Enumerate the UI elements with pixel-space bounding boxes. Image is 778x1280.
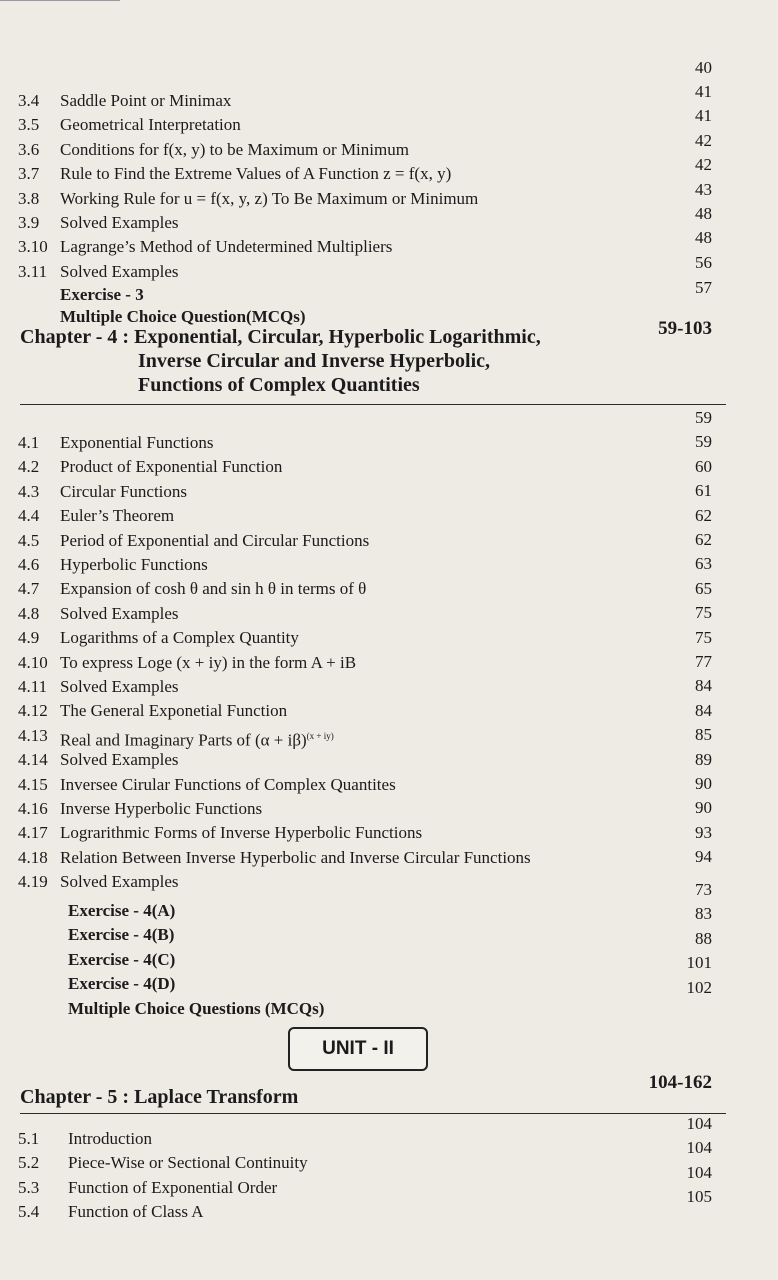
entry-title-text: Function of Class A <box>68 1202 204 1222</box>
entry-superscript: (x + iy) <box>306 730 334 741</box>
toc-entry <box>0 163 778 185</box>
toc-entry <box>0 871 778 893</box>
entry-page-number: 60 <box>695 456 712 476</box>
entry-title-text: Exercise - 4(C) <box>68 949 176 969</box>
entry-page-number: 41 <box>695 82 712 101</box>
entry-number: 4.15 <box>18 774 48 794</box>
entry-page-number: 90 <box>695 774 712 793</box>
entry-number: 4.16 <box>18 799 48 818</box>
entry-title <box>60 90 231 112</box>
entry-number: 3.10 <box>18 237 48 257</box>
entry-title-text: Exercise - 3 <box>60 285 144 304</box>
entry-number: 4.5 <box>18 530 40 550</box>
chapter-4-label: Chapter - 4 : <box>20 326 130 348</box>
unit-badge: UNIT - II <box>288 1027 428 1071</box>
entry-title-text: Conditions for f(x, y) to be Maximum or Minimum <box>60 139 409 159</box>
toc-entry <box>0 1128 778 1150</box>
entry-number: 4.14 <box>18 750 48 770</box>
entry-title <box>60 261 179 283</box>
entry-title-text: Circular Functions <box>60 481 188 501</box>
toc-entry <box>0 749 778 771</box>
entry-title-text: Exercise - 4(D) <box>68 974 176 994</box>
entry-page-number: 84 <box>695 700 712 720</box>
entry-page-number: 59 <box>695 432 712 452</box>
entry-title <box>60 652 356 674</box>
entry-title-text: Euler’s Theorem <box>60 506 175 526</box>
entry-title <box>60 603 179 625</box>
entry-page-number: 56 <box>695 252 712 272</box>
chapter-5-label: Chapter - 5 : <box>20 1086 130 1108</box>
entry-title-text: Geometrical Interpretation <box>60 115 241 135</box>
entry-page-number: 62 <box>695 505 712 525</box>
toc-entry <box>0 603 778 625</box>
entry-title <box>60 578 366 600</box>
entry-title-text: Period of Exponential and Circular Functions <box>60 530 370 550</box>
entry-number: 4.7 <box>18 579 40 599</box>
toc-entry <box>0 1177 778 1199</box>
entry-title-text: Relation Between Inverse Hyperbolic and Inverse Circular Functions <box>60 847 531 867</box>
entry-title-text: Solved Examples <box>60 677 179 696</box>
toc-entry <box>0 236 778 258</box>
entry-title-text: To express Loge (x + iy) in the form A + iB <box>60 652 357 672</box>
entry-page-number: 104 <box>686 1162 712 1182</box>
entry-title <box>68 1201 204 1223</box>
entry-title-text: Solved Examples <box>60 872 179 892</box>
entry-title <box>60 114 241 136</box>
page-number: 40 <box>695 58 712 77</box>
entry-page-number: 43 <box>695 179 712 199</box>
entry-title-text: Introduction <box>68 1129 153 1148</box>
entry-title <box>60 847 531 869</box>
exercise-title <box>68 924 174 946</box>
entry-title <box>60 725 334 752</box>
entry-title <box>60 774 396 796</box>
toc-entry <box>0 924 778 946</box>
entry-title <box>60 798 262 820</box>
toc-entry <box>0 774 778 796</box>
entry-page-number: 48 <box>695 204 712 223</box>
chapter-5-page-range: 104-162 <box>648 1072 712 1093</box>
entry-title-text: Hyperbolic Functions <box>60 555 208 574</box>
entry-number: 4.6 <box>18 555 40 574</box>
entry-title-text: Exercise - 4(B) <box>68 925 175 945</box>
entry-title <box>60 822 422 844</box>
entry-number: 5.3 <box>18 1177 40 1197</box>
entry-page-number: 83 <box>695 904 712 924</box>
entry-title <box>60 530 369 552</box>
entry-page-number: 101 <box>686 953 712 973</box>
entry-title-text: Product of Exponential Function <box>60 457 283 477</box>
entry-page-number: 65 <box>695 578 712 598</box>
chapter-4-title-line3: Functions of Complex Quantities <box>138 374 420 396</box>
entry-number: 4.10 <box>18 652 48 672</box>
entry-page-number: 104 <box>686 1138 712 1158</box>
entry-page-number: 88 <box>695 928 712 948</box>
toc-entry <box>0 627 778 649</box>
entry-title <box>60 627 299 649</box>
entry-number: 5.4 <box>18 1202 40 1222</box>
entry-title <box>68 1128 152 1150</box>
entry-title-text: Exponential Functions <box>60 433 214 452</box>
entry-title-text: Inversee Cirular Functions of Complex Quantites <box>60 774 396 794</box>
toc-entry <box>0 90 778 112</box>
entry-page-number: 63 <box>695 554 712 574</box>
toc-entry <box>0 798 778 820</box>
toc-entry <box>0 725 778 750</box>
entry-page-number: 93 <box>695 822 712 842</box>
entry-title <box>60 212 179 234</box>
top-edge-divider <box>0 0 120 1</box>
chapter-5-title: Laplace Transform <box>134 1086 299 1108</box>
exercise-title <box>68 998 324 1020</box>
entry-title <box>60 236 392 258</box>
entry-title <box>60 676 179 698</box>
entry-page-number: 41 <box>695 106 712 126</box>
entry-title-text: Lograrithmic Forms of Inverse Hyperbolic Functions <box>60 823 423 843</box>
entry-page-number: 57 <box>695 278 712 297</box>
entry-title <box>60 700 287 722</box>
entry-title-text: Solved Examples <box>60 603 179 623</box>
toc-entry <box>0 554 778 576</box>
entry-title-text: Expansion of cosh θ and sin h θ in terms of θ <box>60 579 367 599</box>
toc-entry <box>0 949 778 971</box>
entry-number: 4.17 <box>18 823 48 843</box>
entry-title <box>60 163 451 185</box>
entry-title <box>60 432 213 454</box>
toc-entry <box>0 1152 778 1174</box>
toc-entry <box>0 505 778 527</box>
entry-number: 4.2 <box>18 457 40 477</box>
entry-page-number: 48 <box>695 228 712 248</box>
exercise-title <box>68 949 175 971</box>
entry-page-number: 84 <box>695 676 712 696</box>
entry-page-number: 90 <box>695 798 712 818</box>
chapter-4-title-line1: Exponential, Circular, Hyperbolic Logarithmic, <box>134 326 541 348</box>
entry-number: 4.1 <box>18 433 40 452</box>
toc-entry <box>0 652 778 674</box>
entry-page-number: 77 <box>695 652 712 671</box>
entry-title <box>60 188 478 210</box>
entry-title-text: Multiple Choice Questions (MCQs) <box>68 998 325 1018</box>
entry-title <box>68 1152 308 1174</box>
entry-number: 4.19 <box>18 872 48 892</box>
toc-entry <box>0 212 778 234</box>
entry-title <box>60 139 409 161</box>
entry-page-number: 94 <box>695 847 712 867</box>
entry-page-number: 102 <box>686 977 712 997</box>
toc-entry <box>0 284 778 306</box>
entry-title-text: Inverse Hyperbolic Functions <box>60 799 263 818</box>
exercise-title <box>60 284 144 306</box>
entry-number: 4.11 <box>18 677 48 696</box>
entry-page-number: 75 <box>695 603 712 623</box>
entry-number: 4.13 <box>18 725 48 745</box>
entry-title-text: Real and Imaginary Parts of (α + iβ) <box>60 730 307 750</box>
toc-entry <box>0 261 778 283</box>
entry-page-number: 104 <box>686 1114 712 1133</box>
entry-title <box>60 554 208 576</box>
toc-entry <box>0 973 778 995</box>
entry-title <box>60 481 187 503</box>
entry-number: 4.4 <box>18 506 40 526</box>
entry-title-text: Lagrange’s Method of Undetermined Multipliers <box>60 237 393 257</box>
entry-number: 4.18 <box>18 847 48 867</box>
entry-page-number: 61 <box>695 481 712 501</box>
entry-number: 4.3 <box>18 481 40 501</box>
entry-page-number: 89 <box>695 749 712 769</box>
toc-entry <box>0 139 778 161</box>
entry-title-text: Exercise - 4(A) <box>68 901 176 920</box>
chapter-4-divider <box>20 404 726 405</box>
entry-page-number: 105 <box>686 1187 712 1207</box>
toc-entry <box>0 700 778 722</box>
toc-entry <box>0 900 778 922</box>
entry-title-text: Solved Examples <box>60 750 179 770</box>
entry-title-text: Multiple Choice Question(MCQs) <box>60 307 306 326</box>
entry-number: 3.4 <box>18 91 40 110</box>
entry-page-number: 42 <box>695 155 712 175</box>
entry-title-text: Function of Exponential Order <box>68 1177 278 1197</box>
entry-number: 3.8 <box>18 188 40 208</box>
entry-number: 4.8 <box>18 603 40 623</box>
entry-page-number: 75 <box>695 627 712 647</box>
entry-number: 4.12 <box>18 701 48 721</box>
entry-number: 3.11 <box>18 261 48 281</box>
entry-number: 4.9 <box>18 628 40 648</box>
entry-title-text: Logarithms of a Complex Quantity <box>60 628 299 648</box>
toc-entry <box>0 578 778 600</box>
entry-title-text: Solved Examples <box>60 213 179 232</box>
toc-entry <box>0 432 778 454</box>
exercise-title <box>68 900 175 922</box>
entry-page-number: 59 <box>695 408 712 427</box>
entry-number: 3.9 <box>18 213 40 232</box>
entry-page-number: 42 <box>695 130 712 150</box>
toc-entry <box>0 676 778 698</box>
entry-title <box>60 456 282 478</box>
toc-entry <box>0 847 778 869</box>
entry-number: 3.7 <box>18 164 40 184</box>
entry-title-text: Piece-Wise or Sectional Continuity <box>68 1153 308 1173</box>
entry-title <box>60 505 174 527</box>
chapter-4-heading <box>20 325 541 397</box>
toc-entry <box>0 114 778 136</box>
entry-title-text: Rule to Find the Extreme Values of A Function z = f(x, y) <box>60 164 452 184</box>
toc-entry <box>0 188 778 210</box>
entry-number: 5.1 <box>18 1129 40 1148</box>
toc-entry <box>0 998 778 1020</box>
toc-entry <box>0 822 778 844</box>
entry-title <box>68 1177 277 1199</box>
toc-entry <box>0 530 778 552</box>
toc-entry <box>0 456 778 478</box>
entry-page-number: 73 <box>695 880 712 899</box>
entry-title-text: The General Exponetial Function <box>60 701 288 721</box>
chapter-5-divider <box>20 1113 726 1114</box>
chapter-5-heading <box>20 1085 298 1109</box>
entry-title-text: Saddle Point or Minimax <box>60 91 232 110</box>
exercise-title <box>68 973 175 995</box>
entry-title <box>60 871 179 893</box>
toc-entry <box>0 481 778 503</box>
entry-number: 5.2 <box>18 1153 40 1173</box>
chapter-4-title-line2: Inverse Circular and Inverse Hyperbolic, <box>138 350 491 372</box>
entry-page-number: 62 <box>695 530 712 549</box>
entry-number: 3.5 <box>18 115 40 135</box>
entry-title <box>60 749 179 771</box>
toc-entry <box>0 1201 778 1223</box>
chapter-4-page-range: 59-103 <box>658 318 712 339</box>
entry-page-number: 85 <box>695 725 712 745</box>
entry-title-text: Working Rule for u = f(x, y, z) To Be Maximum or Minimum <box>60 188 479 208</box>
entry-number: 3.6 <box>18 139 40 159</box>
entry-title-text: Solved Examples <box>60 261 179 281</box>
